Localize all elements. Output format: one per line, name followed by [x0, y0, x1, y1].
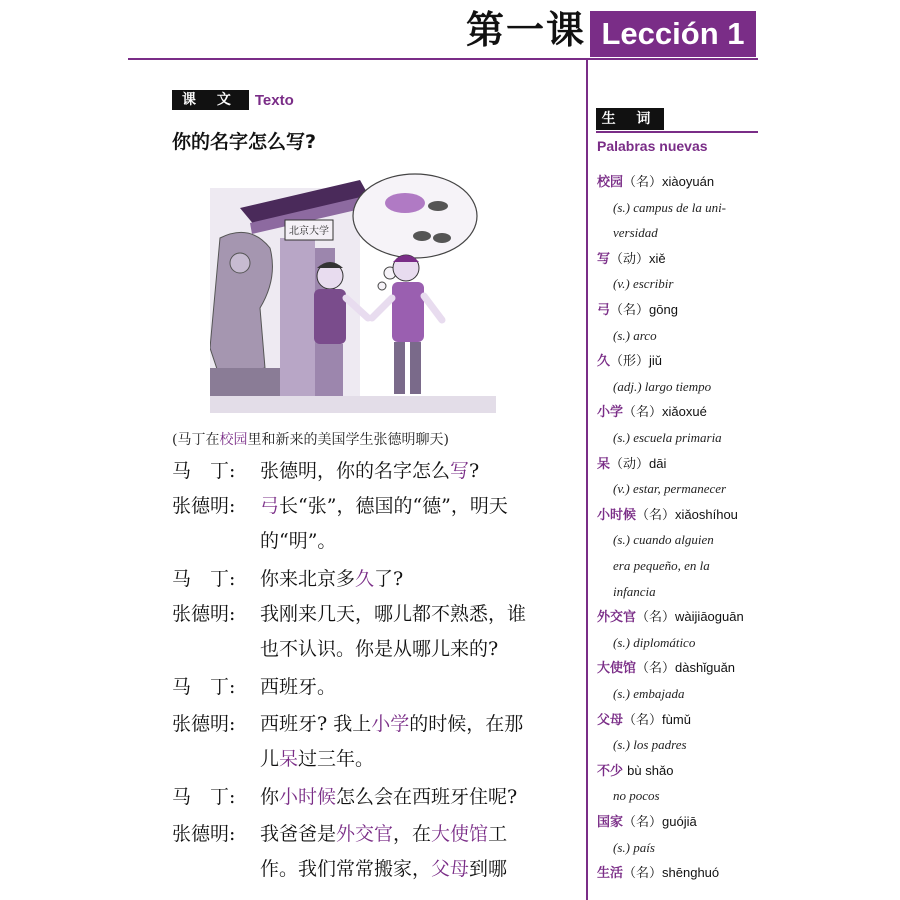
vocab-word: 呆 [597, 456, 611, 472]
speech-text: 了? [374, 568, 404, 590]
dialog-speaker: 马 丁: [172, 568, 236, 590]
vocab-definition: (s.) embajada [613, 686, 685, 701]
vocab-pinyin: jiǔ [649, 353, 663, 369]
caption-part: (马丁在 [172, 432, 220, 448]
vocab-pinyin: gōng [649, 302, 678, 317]
vocab-highlight: 小时候 [279, 786, 337, 808]
vocab-definition: (s.) escuela primaria [613, 430, 722, 445]
speech-text: 的“明”。 [260, 530, 337, 552]
vocab-definition: (s.) cuando alguien [613, 532, 714, 548]
speech-text: 过三年。 [298, 748, 375, 770]
dialog-speech [260, 821, 580, 847]
dialog-speech [260, 601, 580, 627]
vocab-pos: （形） [610, 354, 650, 370]
vocab-pos: （名） [623, 405, 663, 421]
vocab-definition: (v.) escribir [613, 276, 674, 292]
vocab-word: 弓 [597, 303, 611, 318]
vocab-definition: era pequeño, en la [613, 558, 710, 573]
column-divider [586, 58, 588, 900]
dialog-speaker: 张德明: [172, 603, 236, 625]
vocab-entry [597, 249, 666, 270]
vocab-pos: （名） [623, 866, 663, 882]
vocab-word: 外交官 [597, 610, 637, 626]
dialog-speech [260, 784, 580, 810]
vocab-word: 大使馆 [597, 661, 637, 677]
speech-text: 也不认识。你是从哪儿来的? [260, 638, 499, 660]
dialog-speech [260, 856, 580, 882]
vocab-highlight: 弓 [260, 495, 280, 517]
header-rule [128, 58, 758, 60]
vocab-highlight: 小学 [371, 713, 410, 735]
vocab-definition: (v.) estar, permanecer [613, 481, 727, 497]
dialog-speech [260, 636, 580, 662]
vocab-highlight: 父母 [431, 858, 470, 880]
speech-text: 西班牙? 我上 [260, 713, 372, 735]
speech-text: 张德明，你的名字怎么 [260, 460, 451, 482]
illustration-sign: 北京大学 [289, 226, 329, 237]
dialog-speech [260, 528, 580, 554]
vocab-definition: (s.) los padres [613, 737, 687, 753]
lesson-title: 你的名字怎么写? [172, 131, 317, 153]
vocab-definition: (s.) país [613, 839, 655, 855]
speech-text: 你 [260, 786, 280, 808]
speech-text: 作。我们常常搬家， [260, 858, 432, 880]
vocab-definition: versidad [613, 225, 658, 241]
lesson-illustration [210, 168, 496, 413]
vocab-word: 父母 [597, 712, 624, 728]
vocab-pinyin: xiàoyuán [662, 174, 715, 189]
page-header [0, 0, 900, 62]
text-label-sub: Texto [254, 91, 294, 109]
vocab-pinyin: xiě [649, 250, 666, 266]
vocab-pos: （动） [610, 456, 650, 472]
speech-text: ? [469, 460, 480, 482]
speech-text: 西班牙。 [260, 676, 337, 698]
vocab-pos: （名） [636, 507, 676, 523]
vocab-pos: （名） [636, 610, 676, 626]
vocab-pinyin: dàshǐguǎn [675, 660, 736, 676]
vocab-word: 久 [597, 354, 611, 370]
dialog-speaker: 张德明: [172, 495, 236, 517]
vocab-label-box: 生 词 [596, 108, 664, 130]
vocab-entry [597, 607, 744, 628]
vocab-entry [597, 351, 662, 372]
vocab-definition: (adj.) largo tiempo [613, 378, 712, 394]
vocab-entry [597, 172, 714, 193]
vocab-pinyin: bù shǎo [627, 762, 674, 778]
vocab-pos: （名） [623, 175, 663, 190]
speech-text: 工 [488, 823, 508, 845]
vocab-pinyin: guójiā [662, 814, 697, 829]
vocab-entry [597, 710, 691, 731]
speech-text: ，在 [393, 823, 432, 845]
vocab-entry [597, 300, 678, 321]
dialog-speaker: 马 丁: [172, 676, 236, 698]
vocab-entry [597, 505, 738, 526]
vocab-highlight: 大使馆 [431, 823, 489, 845]
vocab-highlight: 呆 [279, 748, 299, 770]
dialog-speech [260, 711, 580, 737]
vocab-pos: （名） [636, 661, 676, 677]
vocab-pos: （动） [610, 251, 650, 267]
vocab-entry [597, 863, 719, 884]
vocab-word: 生活 [597, 866, 624, 882]
vocab-entry [597, 402, 707, 423]
vocab-pos: （名） [623, 815, 663, 830]
vocab-word: 小时候 [597, 507, 637, 523]
speech-text: 我爸爸是 [260, 823, 337, 845]
vocab-pinyin: wàijiāoguān [675, 609, 744, 625]
dialog-speaker: 马 丁: [172, 460, 236, 482]
dialog-speaker: 马 丁: [172, 786, 236, 808]
vocab-rule [596, 131, 758, 133]
vocab-pinyin: xiǎoxué [662, 404, 707, 420]
vocab-highlight: 写 [450, 460, 470, 482]
vocab-definition: no pocos [613, 788, 660, 804]
vocab-word: 小学 [597, 405, 624, 421]
vocab-pinyin: fùmǔ [662, 711, 691, 727]
speech-text: 长“张”，德国的“德”，明天 [279, 495, 508, 517]
vocab-word: 校园 [597, 175, 624, 190]
speech-text: 的时候，在那 [409, 713, 524, 735]
text-label-box: 课 文 [172, 90, 249, 110]
vocab-pinyin: shēnghuó [662, 865, 720, 881]
speech-text: 你来北京多 [260, 568, 356, 590]
vocab-word: 不少 [597, 763, 624, 779]
chapter-title: 第一课 [466, 7, 587, 52]
speech-text: 儿 [260, 748, 280, 770]
vocab-pinyin: dāi [649, 455, 667, 471]
vocab-pos: （名） [610, 303, 650, 318]
caption-part-highlight: 校园 [219, 432, 248, 448]
vocab-entry [597, 658, 735, 679]
text-section-label [172, 89, 294, 111]
vocab-entry [597, 454, 666, 475]
vocab-word: 写 [597, 251, 611, 267]
speech-text: 我刚来几天，哪儿都不熟悉，谁 [260, 603, 527, 625]
vocab-pinyin: xiǎoshíhou [675, 506, 738, 522]
vocab-entry [597, 761, 673, 782]
vocab-pos: （名） [623, 712, 663, 728]
vocab-definition: (s.) diplomático [613, 634, 696, 650]
dialog-speaker: 张德明: [172, 823, 236, 845]
vocab-highlight: 外交官 [336, 823, 394, 845]
vocab-highlight: 久 [355, 568, 375, 590]
vocab-definition: (s.) campus de la uni- [613, 199, 727, 215]
dialog-caption [172, 429, 449, 449]
lesson-badge: Lección 1 [590, 11, 756, 57]
vocab-definition: infancia [613, 583, 656, 599]
speech-text: 到哪 [469, 858, 508, 880]
vocab-word: 国家 [597, 815, 624, 830]
dialog-speech [260, 746, 580, 772]
vocab-definition: (s.) arco [613, 327, 657, 343]
dialog-speech [260, 566, 580, 592]
speech-text: 怎么会在西班牙住呢? [336, 786, 518, 808]
dialog-speaker: 张德明: [172, 713, 236, 735]
dialog-speech [260, 674, 580, 700]
vocab-label-sub: Palabras nuevas [597, 138, 708, 154]
caption-part: 里和新来的美国学生张德明聊天) [247, 432, 449, 448]
dialog-speech [260, 458, 580, 484]
vocab-entry [597, 812, 697, 833]
dialog-speech [260, 493, 580, 519]
